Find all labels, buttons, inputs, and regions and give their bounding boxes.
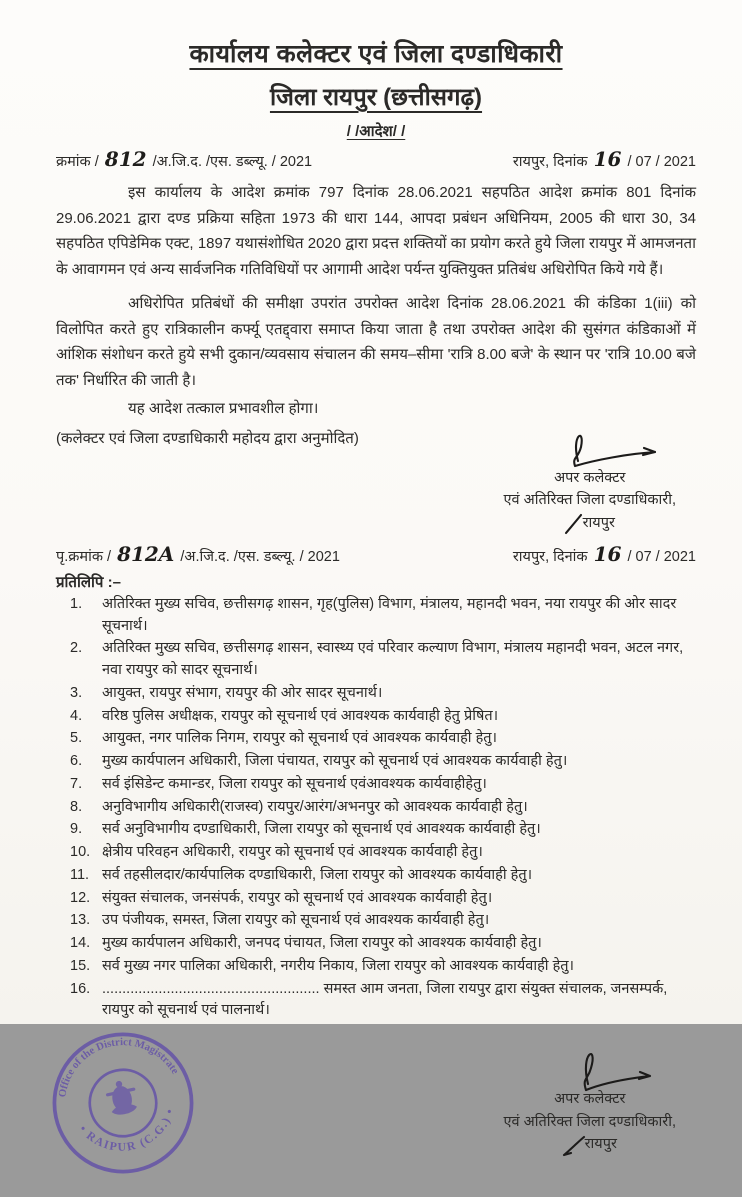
copy-list-item: 7. सर्व इंसिडेन्ट कमान्डर, जिला रायपुर को सूचनार्थ एवंआवश्यक कार्यवाहीहेतु। [70,775,487,792]
approval-line: (कलेक्टर एवं जिला दण्डाधिकारी महोदय द्वारा अनुमोदित) [56,430,359,447]
endorsement-place-date [512,541,696,566]
signatory-place: रायपुर [565,512,615,534]
footer-row [56,1026,696,1178]
copy-distribution-list [56,594,696,1022]
endorsement-number-suffix: /अ.जि.द. /एस. डब्ल्यू. / 2021 [180,548,340,565]
official-round-stamp [34,1014,212,1192]
endorsement-number [56,541,340,566]
order-number [56,149,312,171]
endorsement-number-prefix: पृ.क्रमांक / [56,548,112,565]
endorsement-date-suffix: / 07 / 2021 [627,548,696,565]
pen-stroke-icon [563,1136,585,1156]
copy-list-item: 5. आयुक्त, नगर पालिक निगम, रायपुर को सूचनार्थ एवं आवश्यक कार्यवाही हेतु। [70,730,498,747]
place-and-date [513,149,696,171]
district-title: जिला रायपुर (छत्तीसगढ़) [269,84,483,111]
signature-block-bottom [504,1040,676,1163]
endorsement-date-handwritten: 16 [593,541,622,566]
endorsement-place-date-prefix: रायपुर, दिनांक [512,548,588,565]
reference-row [56,149,696,171]
copy-list-item: 12. संयुक्त संचालक, जनसंपर्क, रायपुर को सूचनार्थ एवं आवश्यक कार्यवाही हेतु। [70,889,493,906]
copy-list-item: 11. सर्व तहसीलदार/कार्यपालिक दण्डाधिकारी, जिला रायपुर को आवश्यक कार्यवाही हेतु। [70,866,533,883]
signatory-designation-2: एवं अतिरिक्त जिला दण्डाधिकारी, [503,1113,676,1130]
endorsement-number-handwritten: 812A [117,541,175,566]
copy-list-item: 3. आयुक्त, रायपुर संभाग, रायपुर की ओर सादर सूचनार्थ। [70,684,383,701]
order-paragraph-1: इस कार्यालय के आदेश क्रमांक 797 दिनांक 28.06.2021 सहपठित आदेश क्रमांक 801 दिनांक 29.06.2021 द्वारा दण्ड प्रक्रिया सहिता 1973 की धारा 144, आपदा प्रबंधन अधिनियम, 2005 की धारा 30, 34 सहपठित एपिडेमिक एक्ट, 1897 यथासंशोधित 2020 द्वारा प्रदत्त शक्तियों का प्रयोग करते हुये जिला रायपुर में आमजनता के आवागमन एवं अन्य सार्वजनिक गतिविधियों पर आगामी आदेश पर्यन्त युक्तियुक्त प्रतिबंध अधिरोपित किये गये हैं। [56,184,696,278]
signature-scribble-icon [520,1040,660,1092]
copy-list-item: 6. मुख्य कार्यपालन अधिकारी, जिला पंचायत, रायपुर को सूचनार्थ एवं आवश्यक कार्यवाही हेतु। [70,753,568,770]
office-title: कार्यालय कलेक्टर एवं जिला दण्डाधिकारी [189,40,563,68]
copy-list-item: 15. सर्व मुख्य नगर पालिका अधिकारी, नगरीय निकाय, जिला रायपुर को आवश्यक कार्यवाही हेतु। [70,957,575,974]
order-number-suffix: /अ.जि.द. /एस. डब्ल्यू. / 2021 [152,154,313,170]
copy-list-item: 9. सर्व अनुविभागीय दण्डाधिकारी, जिला रायपुर को सूचनार्थ एवं आवश्यक कार्यवाही हेतु। [70,821,541,838]
signatory-place: रायपुर [563,1133,617,1155]
copy-list-item: 16. ...................................................... समस्त आम जनता, जिला रायपुर द्वारा संयुक्त संचालक, जनसम्पर्क, रायपुर को सूचनार्थ एवं पालनार्थ। [70,980,668,1019]
stamp-bottom-text: • RAIPUR (C.G.) • [76,1106,177,1154]
order-label: / /आदेश/ / [346,123,406,140]
copy-list-item: 2. अतिरिक्त मुख्य सचिव, छत्तीसगढ़ शासन, स्वास्थ्य एवं परिवार कल्याण विभाग, मंत्रालय महानदी भवन, अटल नगर, नवा रायपुर को सादर सूचनार्थ। [70,640,684,679]
signature-scribble-icon [515,423,665,471]
date-suffix: / 07 / 2021 [627,154,696,170]
order-number-handwritten: 812 [104,147,147,171]
copy-list-item: 4. वरिष्ठ पुलिस अधीक्षक, रायपुर को सूचनार्थ एवं आवश्यक कार्यवाही हेतु प्रेषित। [70,707,499,724]
signature-block-top [504,423,676,542]
copy-list-item: 14. मुख्य कार्यपालन अधिकारी, जनपद पंचायत, जिला रायपुर को आवश्यक कार्यवाही हेतु। [70,935,542,952]
stamp-top-text: Office of the District Magistrate [56,1036,182,1099]
stamp-emblem-icon [104,1078,140,1117]
copy-list-heading: प्रतिलिपि :– [56,573,121,591]
order-paragraph-2: अधिरोपित प्रतिबंधों की समीक्षा उपरांत उपरोक्त आदेश दिनांक 28.06.2021 की कंडिका 1(iii) को विलोपित करते हुए रात्रिकालीन कर्फ्यू एतद्द्वारा समाप्त किया जाता है तथा उपरोक्त आदेश की सुसंगत कंडिकाओं में आंशिक संशोधन करते हुये सभी दुकान/व्यवसाय संचालन की समय–सीमा 'रात्रि 8.00 बजे' के स्थान पर 'रात्रि 10.00 बजे तक' निर्धारित की जाती है। [56,295,696,389]
signatory-designation-1: अपर कलेक्टर [554,470,626,486]
copy-list-item: 1. अतिरिक्त मुख्य सचिव, छत्तीसगढ़ शासन, गृह(पुलिस) विभाग, मंत्रालय, महानदी भवन, नया रायपुर की ओर सादर सूचनार्थ। [70,595,677,634]
copy-list-item: 8. अनुविभागीय अधिकारी(राजस्व) रायपुर/आरंग/अभनपुर को आवश्यक कार्यवाही हेतु। [70,798,528,815]
copy-list-item: 10. क्षेत्रीय परिवहन अधिकारी, रायपुर को सूचनार्थ एवं आवश्यक कार्यवाही हेतु। [70,844,483,861]
signatory-designation-1: अपर कलेक्टर [554,1091,626,1108]
approval-signature-row [56,423,696,542]
endorsement-row [56,541,696,566]
order-paragraph-3: यह आदेश तत्काल प्रभावशील होगा। [128,400,319,417]
document-header [56,36,696,141]
place-date-prefix: रायपुर, दिनांक [512,154,588,170]
date-day-handwritten: 16 [593,147,622,171]
signatory-designation-2: एवं अतिरिक्त जिला दण्डाधिकारी, [503,492,676,509]
copy-list-item: 13. उप पंजीयक, समस्त, जिला रायपुर को सूचनार्थ एवं आवश्यक कार्यवाही हेतु। [70,912,490,929]
order-number-prefix: क्रमांक / [56,154,99,170]
pen-stroke-icon [565,514,583,534]
